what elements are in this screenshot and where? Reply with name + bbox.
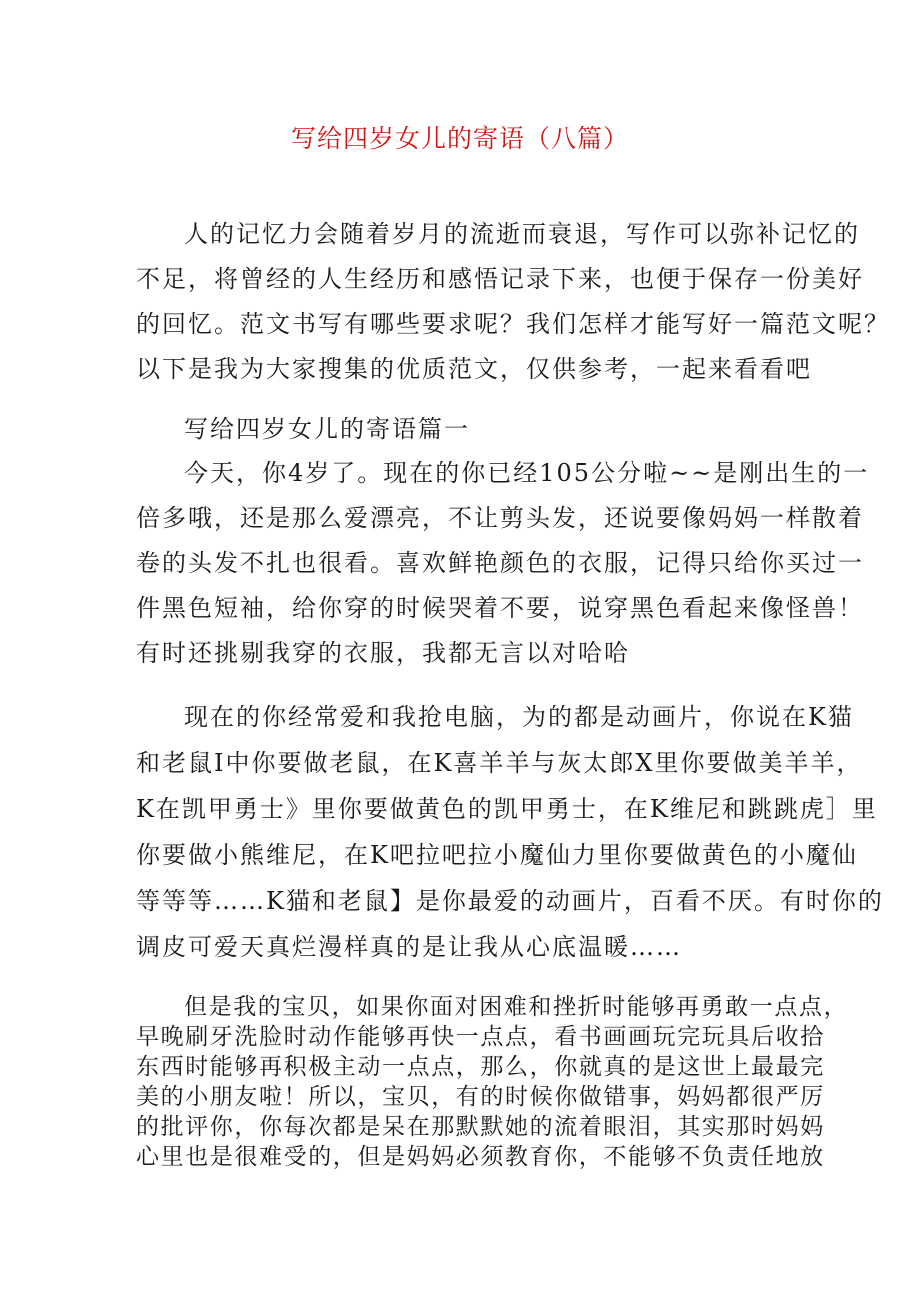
paragraph-1 bbox=[136, 451, 870, 676]
paragraph-line: 东西时能够再积极主动一点点，那么，你就真的是这世上最最完 bbox=[136, 1054, 825, 1080]
paragraph-line: 有时还挑剔我穿的衣服，我都无言以对哈哈 bbox=[136, 639, 630, 667]
paragraph-line: 现在的你经常爱和我抢电脑，为的都是动画片，你说在K猫 bbox=[184, 703, 854, 731]
section-heading-text: 写给四岁女儿的寄语篇一 bbox=[184, 415, 470, 443]
paragraph-line: 和老鼠I中你要做老鼠，在K喜羊羊与灰太郎X里你要做美羊羊， bbox=[136, 749, 863, 777]
paragraph-line: 但是我的宝贝，如果你面对困难和挫折时能够再勇敢一点点， bbox=[184, 994, 849, 1020]
document-title: 写给四岁女儿的寄语（八篇） bbox=[290, 124, 629, 153]
paragraph-3 bbox=[136, 992, 849, 1172]
paragraph-line: K在凯甲勇士》里你要做黄色的凯甲勇士，在K维尼和跳跳虎］里 bbox=[136, 795, 878, 823]
paragraph-line: 人的记忆力会随着岁月的流逝而衰退，写作可以弥补记忆的 bbox=[184, 220, 860, 248]
paragraph-line: 美的小朋友啦！所以，宝贝，有的时候你做错事，妈妈都很严厉 bbox=[136, 1084, 825, 1110]
paragraph-line: 等等等……K猫和老鼠】是你最爱的动画片，百看不厌。有时你的 bbox=[136, 887, 884, 915]
paragraph-line: 的批评你，你每次都是呆在那默默她的流着眼泪，其实那时妈妈 bbox=[136, 1114, 825, 1140]
paragraph-line: 你要做小熊维尼，在K吧拉吧拉小魔仙力里你要做黄色的小魔仙 bbox=[136, 841, 858, 869]
paragraph-line: 心里也是很难受的，但是妈妈必须教育你，不能够不负责任地放 bbox=[136, 1144, 825, 1170]
section-heading bbox=[136, 407, 801, 452]
paragraph-line: 不足，将曾经的人生经历和感悟记录下来，也便于保存一份美好 bbox=[136, 265, 864, 293]
paragraph-intro bbox=[136, 212, 890, 392]
paragraph-line: 件黑色短袖，给你穿的时候哭着不要，说穿黑色看起来像怪兽！ bbox=[136, 594, 864, 622]
paragraph-line: 的回忆。范文书写有哪些要求呢？我们怎样才能写好一篇范文呢？ bbox=[136, 310, 890, 338]
paragraph-line: 早晚刷牙洗脸时动作能够再快一点点，看书画画玩完玩具后收拾 bbox=[136, 1024, 825, 1050]
paragraph-line: 调皮可爱天真烂漫样真的是让我从心底温暖…… bbox=[136, 933, 682, 961]
paragraph-line: 倍多哦，还是那么爱漂亮，不让剪头发，还说要像妈妈一样散着 bbox=[136, 504, 864, 532]
paragraph-line: 今天，你4岁了。现在的你已经105公分啦~~是刚出生的一 bbox=[184, 459, 870, 487]
paragraph-line: 卷的头发不扎也很看。喜欢鲜艳颜色的衣服，记得只给你买过一 bbox=[136, 549, 864, 577]
paragraph-line: 以下是我为大家搜集的优质范文，仅供参考，一起来看看吧 bbox=[136, 355, 812, 383]
paragraph-2 bbox=[136, 694, 884, 970]
